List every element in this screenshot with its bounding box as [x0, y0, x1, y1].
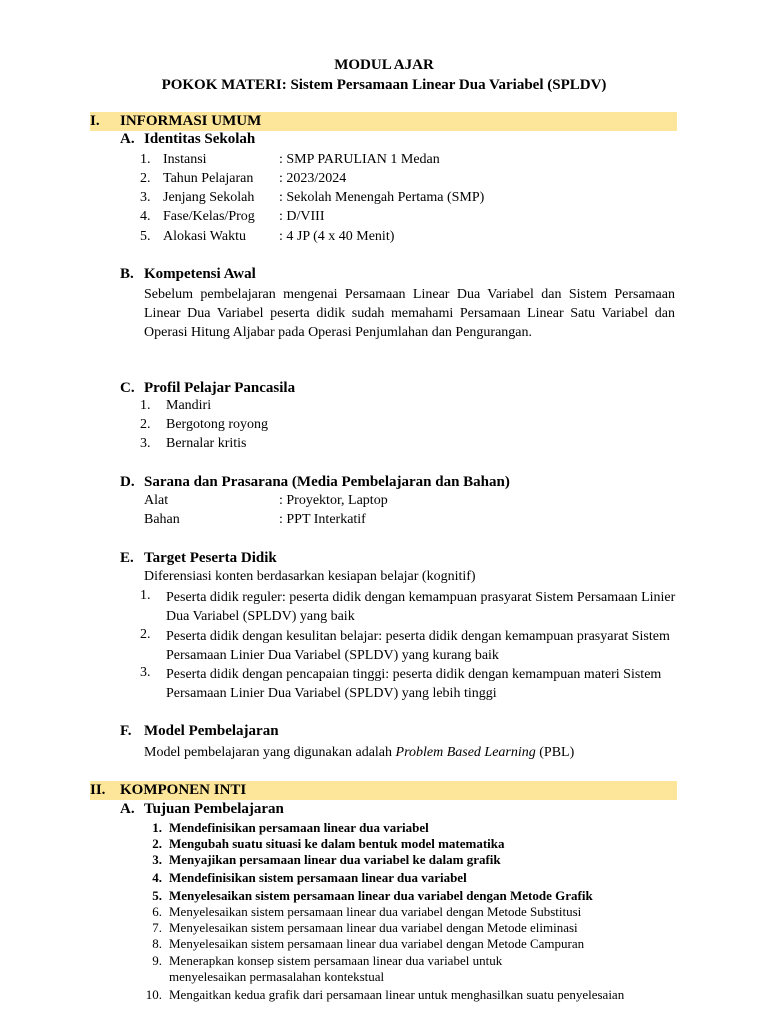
section-number: II. [90, 782, 106, 798]
subsection-letter: F. [120, 723, 132, 739]
item-text: Peserta didik dengan kesulitan belajar: peserta didik dengan kemampuan prasyarat Sistem Persamaan Linier Dua Variabel (SPLDV) yang kurang baik [166, 629, 670, 663]
section-title: INFORMASI UMUM [120, 113, 262, 129]
item-text: Mengubah suatu situasi ke dalam bentuk model matematika [169, 836, 505, 851]
subsection-title: Profil Pelajar Pancasila [144, 380, 296, 396]
row-number: 2. [140, 171, 151, 186]
kompetensi-awal-text: Sebelum pembelajaran mengenai Persamaan Linear Dua Variabel dan Sistem Persamaan Linear Dua Variabel peserta didik sudah memahami Persamaan Linear Satu Variabel dan Operasi Hitung Aljabar pada Operasi Penjumlahan dan Pengurangan. [144, 287, 675, 340]
item-number: 4. [152, 870, 162, 885]
item-number: 1. [152, 820, 162, 835]
item-number: 3. [140, 665, 151, 680]
section-header-komponen-inti [90, 781, 677, 800]
row-label: Fase/Kelas/Prog [163, 209, 255, 224]
row-number: 3. [140, 190, 151, 205]
item-text: Menyelesaikan sistem persamaan linear dua variabel dengan Metode Campuran [169, 936, 585, 951]
item-number: 7. [152, 920, 162, 935]
item-number: 10. [145, 987, 162, 1002]
subsection-title: Tujuan Pembelajaran [144, 801, 284, 817]
item-number: 6. [152, 904, 162, 919]
row-label: Alokasi Waktu [163, 229, 246, 244]
row-value: : SMP PARULIAN 1 Medan [279, 152, 440, 167]
row-value: : Proyektor, Laptop [279, 493, 388, 508]
row-value: : D/VIII [279, 209, 325, 224]
subsection-identitas-sekolah [120, 131, 255, 148]
item-text: Menerapkan konsep sistem persamaan linear dua variabel untuk [169, 953, 503, 968]
sarana-row [144, 512, 366, 528]
subsection-letter: E. [120, 550, 134, 566]
row-label: Instansi [163, 152, 207, 167]
item-number: 1. [140, 588, 151, 603]
subsection-title: Kompetensi Awal [144, 266, 256, 282]
item-text: Mendefinisikan persamaan linear dua variabel [169, 820, 429, 835]
row-value: : 2023/2024 [279, 171, 347, 186]
item-number: 2. [140, 627, 151, 642]
item-text: Mendefinisikan sistem persamaan linear dua variabel [169, 870, 467, 885]
text-italic: Problem Based Learning [395, 745, 536, 760]
item-text: Menyelesaikan sistem persamaan linear dua variabel dengan Metode Substitusi [169, 904, 582, 919]
item-number: 5. [152, 888, 162, 903]
subsection-letter: B. [120, 266, 134, 282]
subsection-sarana-prasarana [120, 474, 510, 491]
item-number: 2. [152, 836, 162, 851]
subsection-letter: A. [120, 131, 135, 147]
item-text: Menyelesaikan sistem persamaan linear dua variabel dengan Metode Grafik [169, 888, 593, 903]
subsection-letter: C. [120, 380, 135, 396]
item-number: 2. [140, 417, 151, 432]
subsection-title: Target Peserta Didik [144, 550, 277, 566]
subsection-title: Identitas Sekolah [144, 131, 256, 147]
text-part: (PBL) [535, 745, 575, 760]
subsection-title: Model Pembelajaran [144, 723, 279, 739]
row-label: Tahun Pelajaran [163, 171, 254, 186]
subsection-letter: A. [120, 801, 135, 817]
item-number: 3. [140, 436, 151, 451]
document-subtitle: POKOK MATERI: Sistem Persamaan Linear Dua Variabel (SPLDV) [161, 77, 607, 93]
item-number: 8. [152, 936, 162, 951]
row-value: : PPT Interkatif [279, 512, 366, 527]
document-title: MODUL AJAR [334, 57, 434, 73]
sarana-row [144, 493, 388, 509]
subsection-profil-pelajar [120, 380, 295, 397]
item-number: 1. [140, 398, 151, 413]
item-text: Mengaitkan kedua grafik dari persamaan linear untuk menghasilkan suatu penyelesaian [169, 987, 625, 1002]
item-text: Peserta didik dengan pencapaian tinggi: peserta didik dengan kemampuan materi Sistem Persamaan Linier Dua Variabel (SPLDV) yang lebih tinggi [166, 667, 662, 701]
item-text: Bergotong royong [166, 417, 269, 432]
item-text: Menyelesaikan sistem persamaan linear dua variabel dengan Metode eliminasi [169, 920, 578, 935]
item-text: Mandiri [166, 398, 212, 413]
row-value: : 4 JP (4 x 40 Menit) [279, 229, 395, 244]
row-number: 4. [140, 209, 151, 224]
text-part: Model pembelajaran yang digunakan adalah [144, 745, 396, 760]
item-text: Peserta didik reguler: peserta didik dengan kemampuan prasyarat Sistem Persamaan Linier Dua Variabel (SPLDV) yang baik [166, 590, 676, 624]
row-label: Jenjang Sekolah [163, 190, 255, 205]
row-value: : Sekolah Menengah Pertama (SMP) [279, 190, 485, 205]
section-number: I. [90, 113, 100, 129]
section-title: KOMPONEN INTI [120, 782, 247, 798]
row-number: 5. [140, 229, 151, 244]
subsection-target-peserta [120, 550, 277, 567]
target-intro: Diferensiasi konten berdasarkan kesiapan belajar (kognitif) [144, 569, 476, 584]
row-label: Bahan [144, 512, 180, 527]
model-pembelajaran-text [144, 745, 574, 761]
row-number: 1. [140, 152, 151, 167]
item-number: 3. [152, 852, 162, 867]
subsection-kompetensi-awal [120, 266, 256, 283]
subsection-title: Sarana dan Prasarana (Media Pembelajaran dan Bahan) [144, 474, 510, 490]
item-number: 9. [152, 953, 162, 968]
subsection-letter: D. [120, 474, 135, 490]
item-text: Bernalar kritis [166, 436, 247, 451]
subsection-model-pembelajaran [120, 723, 279, 740]
row-label: Alat [144, 493, 169, 508]
subsection-tujuan-pembelajaran [120, 801, 284, 818]
item-text: Menyajikan persamaan linear dua variabel ke dalam grafik [169, 852, 501, 867]
item-text: menyelesaikan permasalahan kontekstual [169, 969, 385, 984]
section-header-informasi-umum [90, 112, 677, 131]
